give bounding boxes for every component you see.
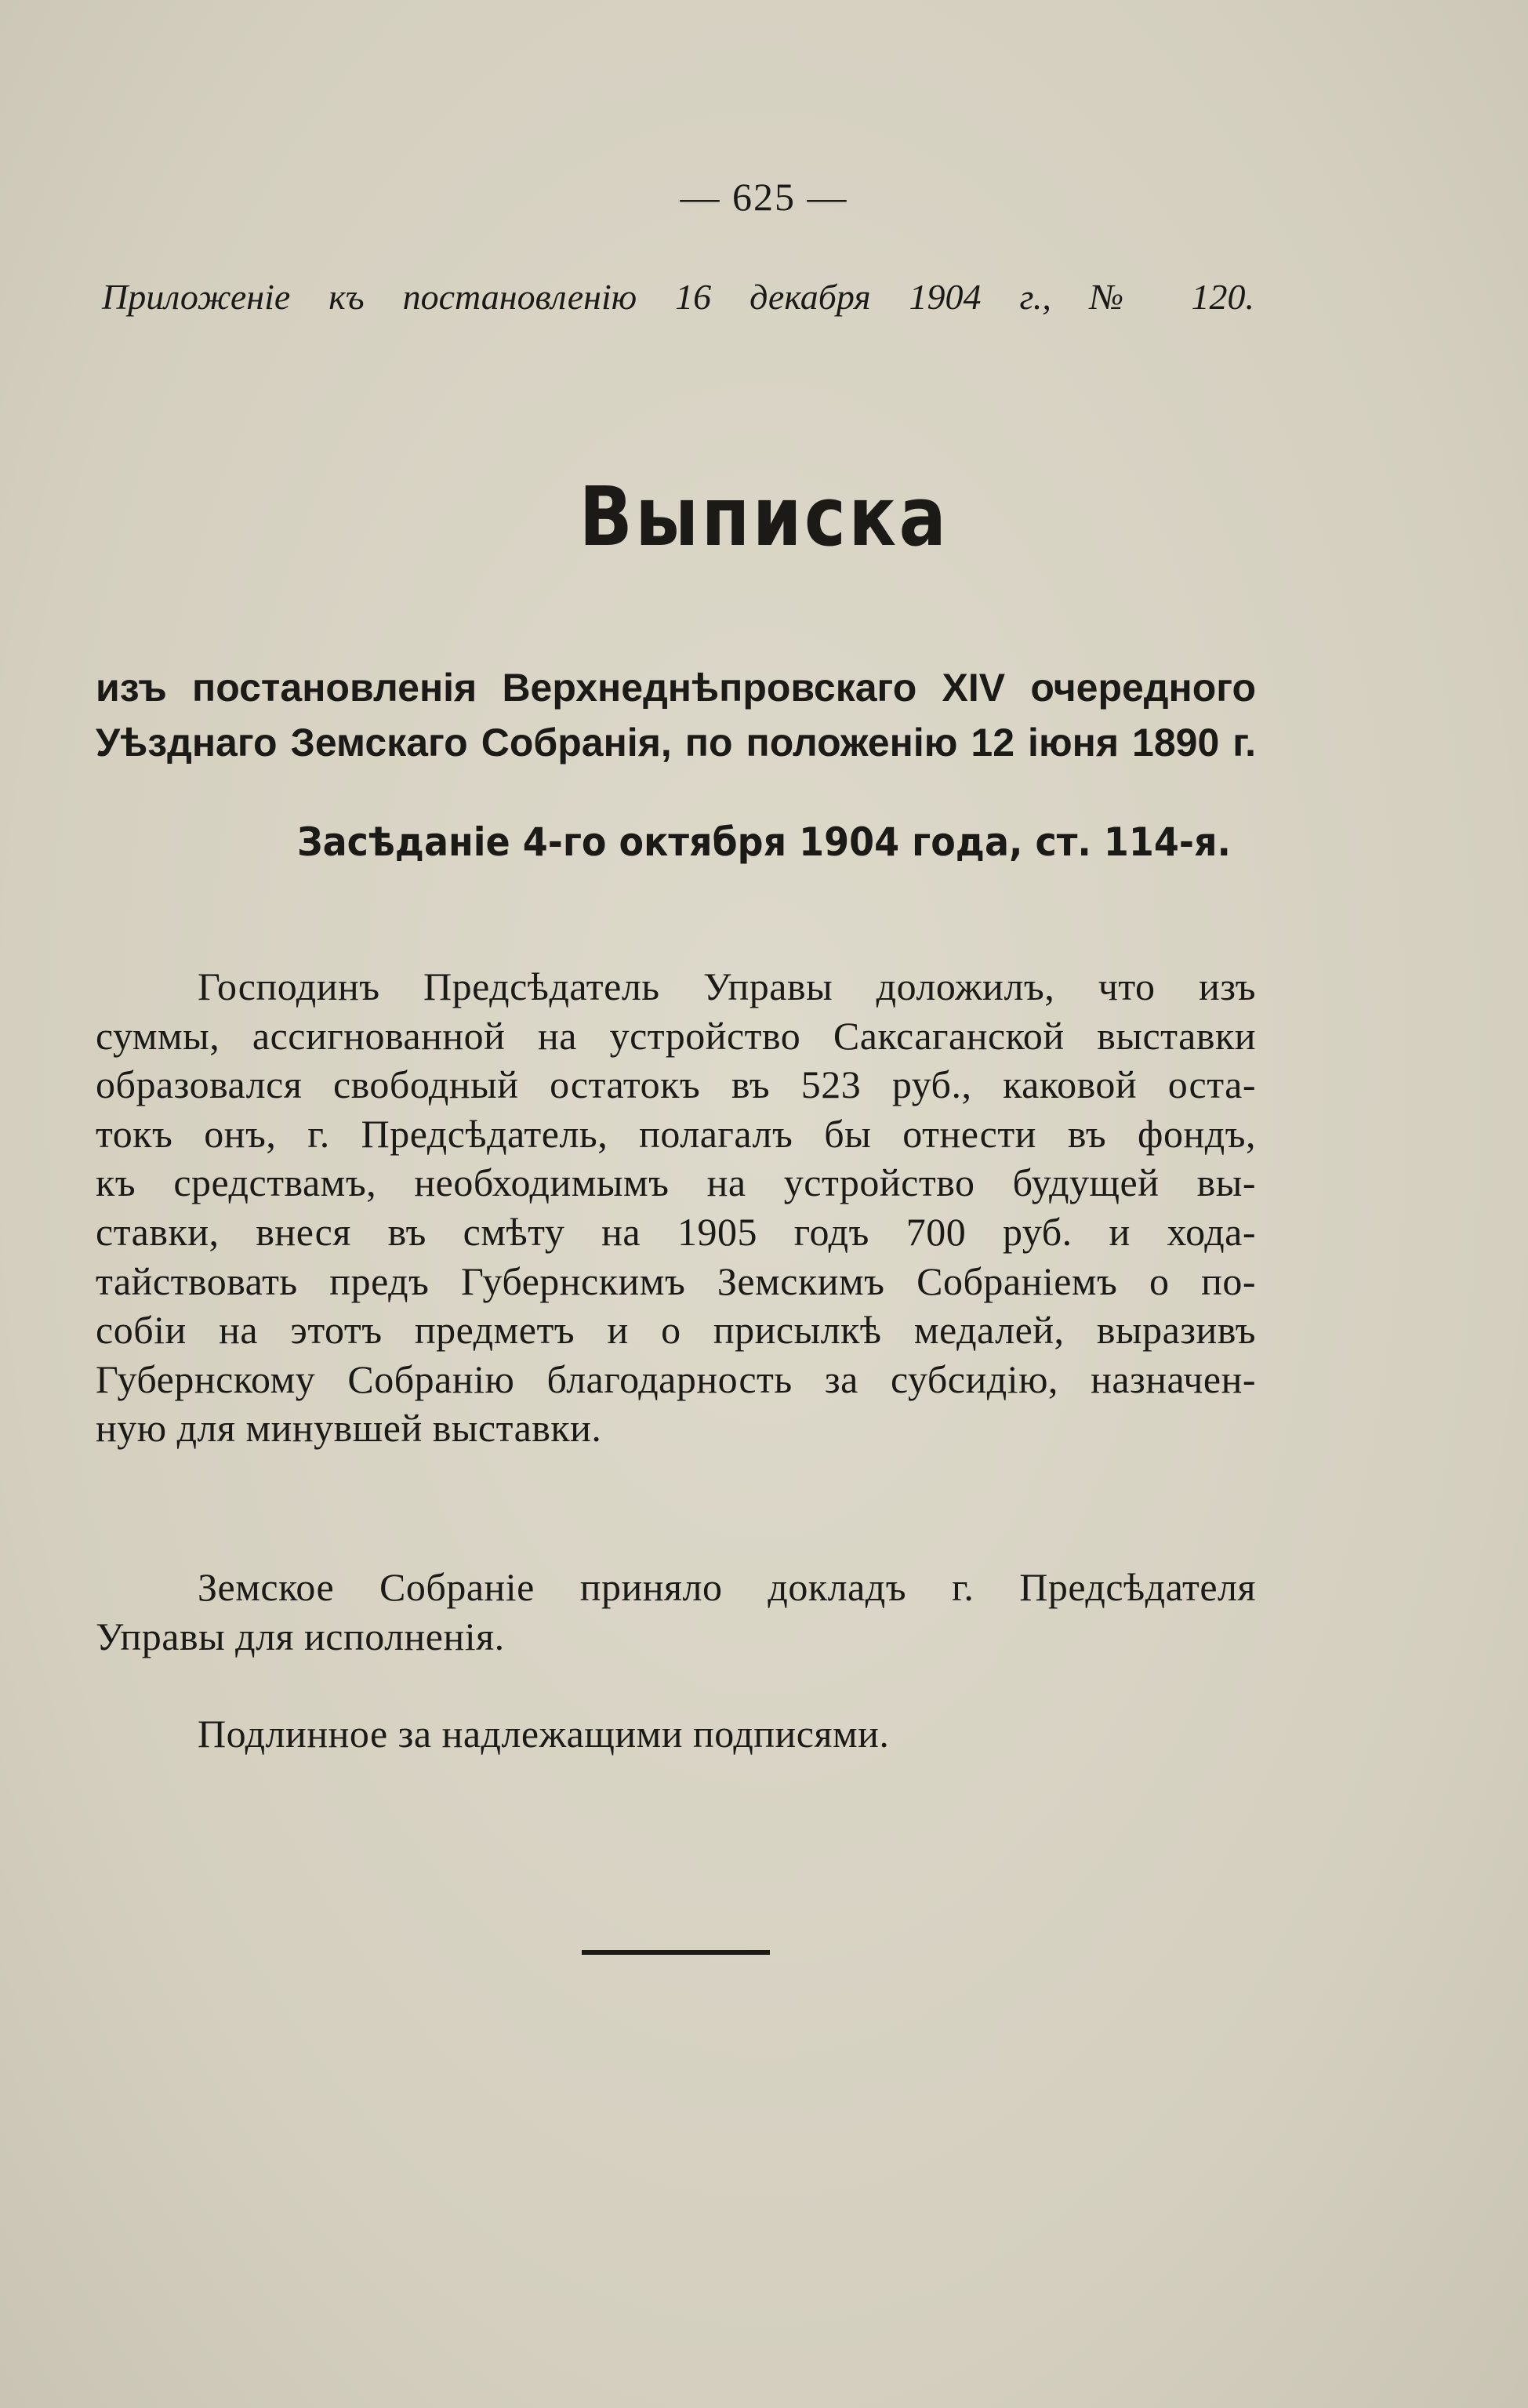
- paragraph-line: Управы для исполненія.: [96, 1614, 505, 1658]
- paragraph-line: образовался свободный остатокъ въ 523 руб., каковой оста-: [96, 1062, 1256, 1107]
- paragraph-line: суммы, ассигнованной на устройство Саксаганской выставки: [96, 1013, 1256, 1058]
- paragraph-resolution: [96, 1563, 1256, 1661]
- closing-rule: [582, 1950, 770, 1955]
- paragraph-line: собіи на этотъ предметъ и о присылкѣ медалей, выразивъ: [96, 1308, 1256, 1353]
- subtitle-line-2: Уѣзднаго Земскаго Собранія, по положенію 12 іюня 1890 г.: [96, 721, 1256, 765]
- paragraph-line: ставки, внеся въ смѣту на 1905 годъ 700 руб. и хода-: [96, 1209, 1256, 1254]
- paragraph-line: Земское Собраніе приняло докладъ г. Предсѣдателя: [198, 1565, 1256, 1609]
- session-heading: Засѣданіе 4-го октября 1904 года, ст. 114-я.: [296, 819, 1232, 865]
- paragraph-line: ную для минувшей выставки.: [96, 1406, 602, 1451]
- paragraph-line: Господинъ Предсѣдатель Управы доложилъ, что изъ: [198, 964, 1256, 1008]
- closing-note: [96, 1709, 1256, 1759]
- paragraph-line: тайствовать предъ Губернскимъ Земскимъ Собраніемъ о по-: [96, 1258, 1256, 1303]
- document-title: Выписка: [579, 469, 949, 565]
- subtitle-line-1: изъ постановленія Верхнеднѣпровскаго XIV очередного: [96, 666, 1256, 710]
- appendix-caption: Приложеніе къ постановленію 16 декабря 1904 г., № 120.: [102, 277, 1254, 317]
- paragraph-report: [96, 962, 1256, 1453]
- page-number: — 625 —: [680, 175, 848, 219]
- closing-line: Подлинное за надлежащими подписями.: [198, 1712, 890, 1756]
- paragraph-line: Губернскому Собранію благодарность за субсидію, назначен-: [96, 1357, 1256, 1401]
- paragraph-line: токъ онъ, г. Предсѣдатель, полагалъ бы отнести въ фондъ,: [96, 1111, 1256, 1156]
- paragraph-line: къ средствамъ, необходимымъ на устройство будущей вы-: [96, 1160, 1256, 1205]
